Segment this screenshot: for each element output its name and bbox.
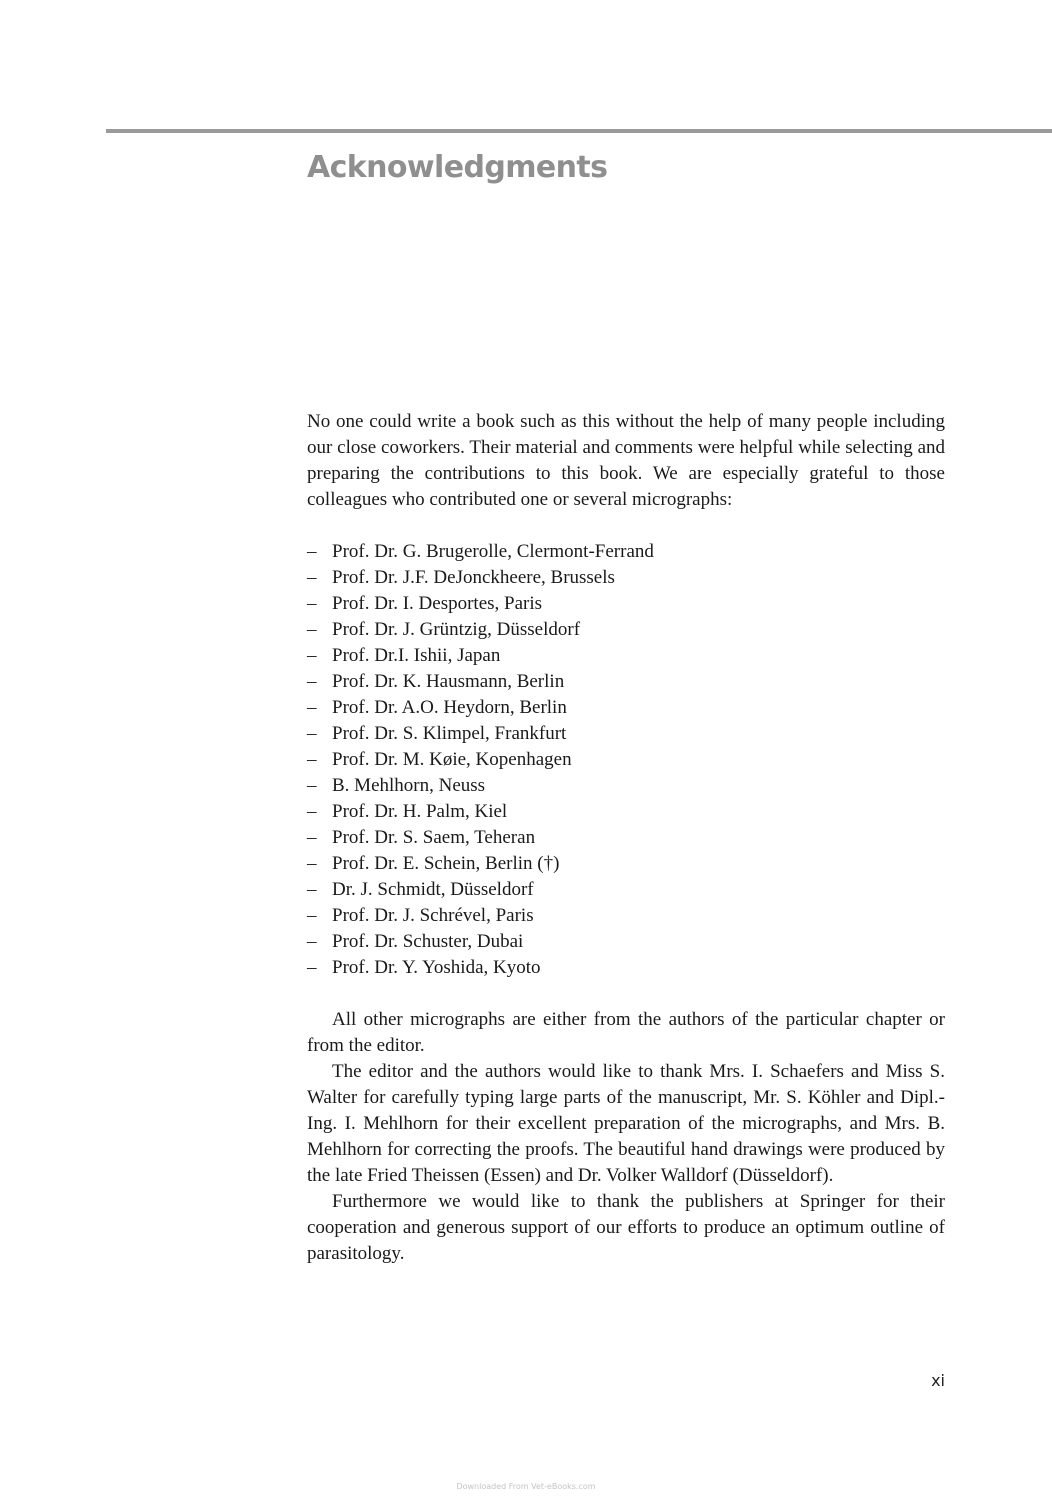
list-item xyxy=(307,825,654,851)
header-rule xyxy=(106,129,1052,133)
dash-bullet: – xyxy=(307,801,317,822)
list-item xyxy=(307,721,654,747)
contributor-name: Prof. Dr. M. Køie, Kopenhagen xyxy=(332,749,572,770)
dash-bullet: – xyxy=(307,905,317,926)
intro-section xyxy=(307,409,945,513)
dash-bullet: – xyxy=(307,957,317,978)
dash-bullet: – xyxy=(307,541,317,562)
contributor-name: Prof. Dr. A.O. Heydorn, Berlin xyxy=(332,697,567,718)
contributor-name: Prof. Dr. S. Saem, Teheran xyxy=(332,827,536,848)
intro-paragraph: No one could write a book such as this without the help of many people including our close coworkers. Their material and comments were helpful while selecting and preparing the contributions to this book. We are especially grateful to those colleagues who contributed one or several micrographs: xyxy=(307,411,945,510)
dash-bullet: – xyxy=(307,723,317,744)
contributor-name: Prof. Dr. J. Grüntzig, Düsseldorf xyxy=(332,619,581,640)
dash-bullet: – xyxy=(307,827,317,848)
list-item xyxy=(307,929,654,955)
list-item xyxy=(307,747,654,773)
list-item xyxy=(307,617,654,643)
watermark: Downloaded From Vet-eBooks.com xyxy=(456,1482,596,1491)
closing-paragraph: The editor and the authors would like to thank Mrs. I. Schaefers and Miss S. Walter for carefully typing large parts of the manuscript, Mr. S. Köhler and Dipl.-Ing. I. Mehlhorn for their excellent preparation of the micrographs, and Mrs. B. Mehlhorn for correcting the proofs. The beautiful hand drawings were produced by the late Fried Theissen (Essen) and Dr. Volker Walldorf (Düsseldorf). xyxy=(307,1061,945,1186)
contributor-name: Prof. Dr. S. Klimpel, Frankfurt xyxy=(332,723,567,744)
list-item xyxy=(307,669,654,695)
dash-bullet: – xyxy=(307,879,317,900)
dash-bullet: – xyxy=(307,853,317,874)
list-item xyxy=(307,799,654,825)
list-item xyxy=(307,955,654,981)
page-title: Acknowledgments xyxy=(307,150,608,185)
dash-bullet: – xyxy=(307,645,317,666)
dash-bullet: – xyxy=(307,593,317,614)
list-item xyxy=(307,565,654,591)
closing-paragraph: All other micrographs are either from the authors of the particular chapter or from the editor. xyxy=(307,1009,945,1056)
contributor-name: Prof. Dr. H. Palm, Kiel xyxy=(332,801,508,822)
dash-bullet: – xyxy=(307,697,317,718)
page-number: xi xyxy=(931,1371,945,1390)
dash-bullet: – xyxy=(307,931,317,952)
closing-paragraph: Furthermore we would like to thank the publishers at Springer for their cooperation and generous support of our efforts to produce an optimum outline of parasitology. xyxy=(307,1191,945,1264)
list-item xyxy=(307,877,654,903)
contributor-name: Prof. Dr. Y. Yoshida, Kyoto xyxy=(332,957,541,978)
contributor-name: Prof. Dr. I. Desportes, Paris xyxy=(332,593,543,614)
contributor-name: Prof. Dr. Schuster, Dubai xyxy=(332,931,524,952)
contributors-list xyxy=(307,539,654,981)
list-item xyxy=(307,643,654,669)
dash-bullet: – xyxy=(307,567,317,588)
list-item xyxy=(307,903,654,929)
contributor-name: Prof. Dr.I. Ishii, Japan xyxy=(332,645,501,666)
contributor-name: Prof. Dr. J. Schrével, Paris xyxy=(332,905,534,926)
dash-bullet: – xyxy=(307,775,317,796)
list-item xyxy=(307,695,654,721)
closing-section xyxy=(307,1007,945,1267)
list-item xyxy=(307,539,654,565)
dash-bullet: – xyxy=(307,619,317,640)
contributor-name: Prof. Dr. J.F. DeJonckheere, Brussels xyxy=(332,567,615,588)
list-item xyxy=(307,773,654,799)
contributor-name: B. Mehlhorn, Neuss xyxy=(332,775,486,796)
dash-bullet: – xyxy=(307,749,317,770)
contributor-name: Prof. Dr. G. Brugerolle, Clermont-Ferrand xyxy=(332,541,654,562)
contributor-name: Dr. J. Schmidt, Düsseldorf xyxy=(332,879,534,900)
list-item xyxy=(307,851,654,877)
dash-bullet: – xyxy=(307,671,317,692)
contributor-name: Prof. Dr. E. Schein, Berlin (†) xyxy=(332,853,560,874)
contributor-name: Prof. Dr. K. Hausmann, Berlin xyxy=(332,671,565,692)
list-item xyxy=(307,591,654,617)
